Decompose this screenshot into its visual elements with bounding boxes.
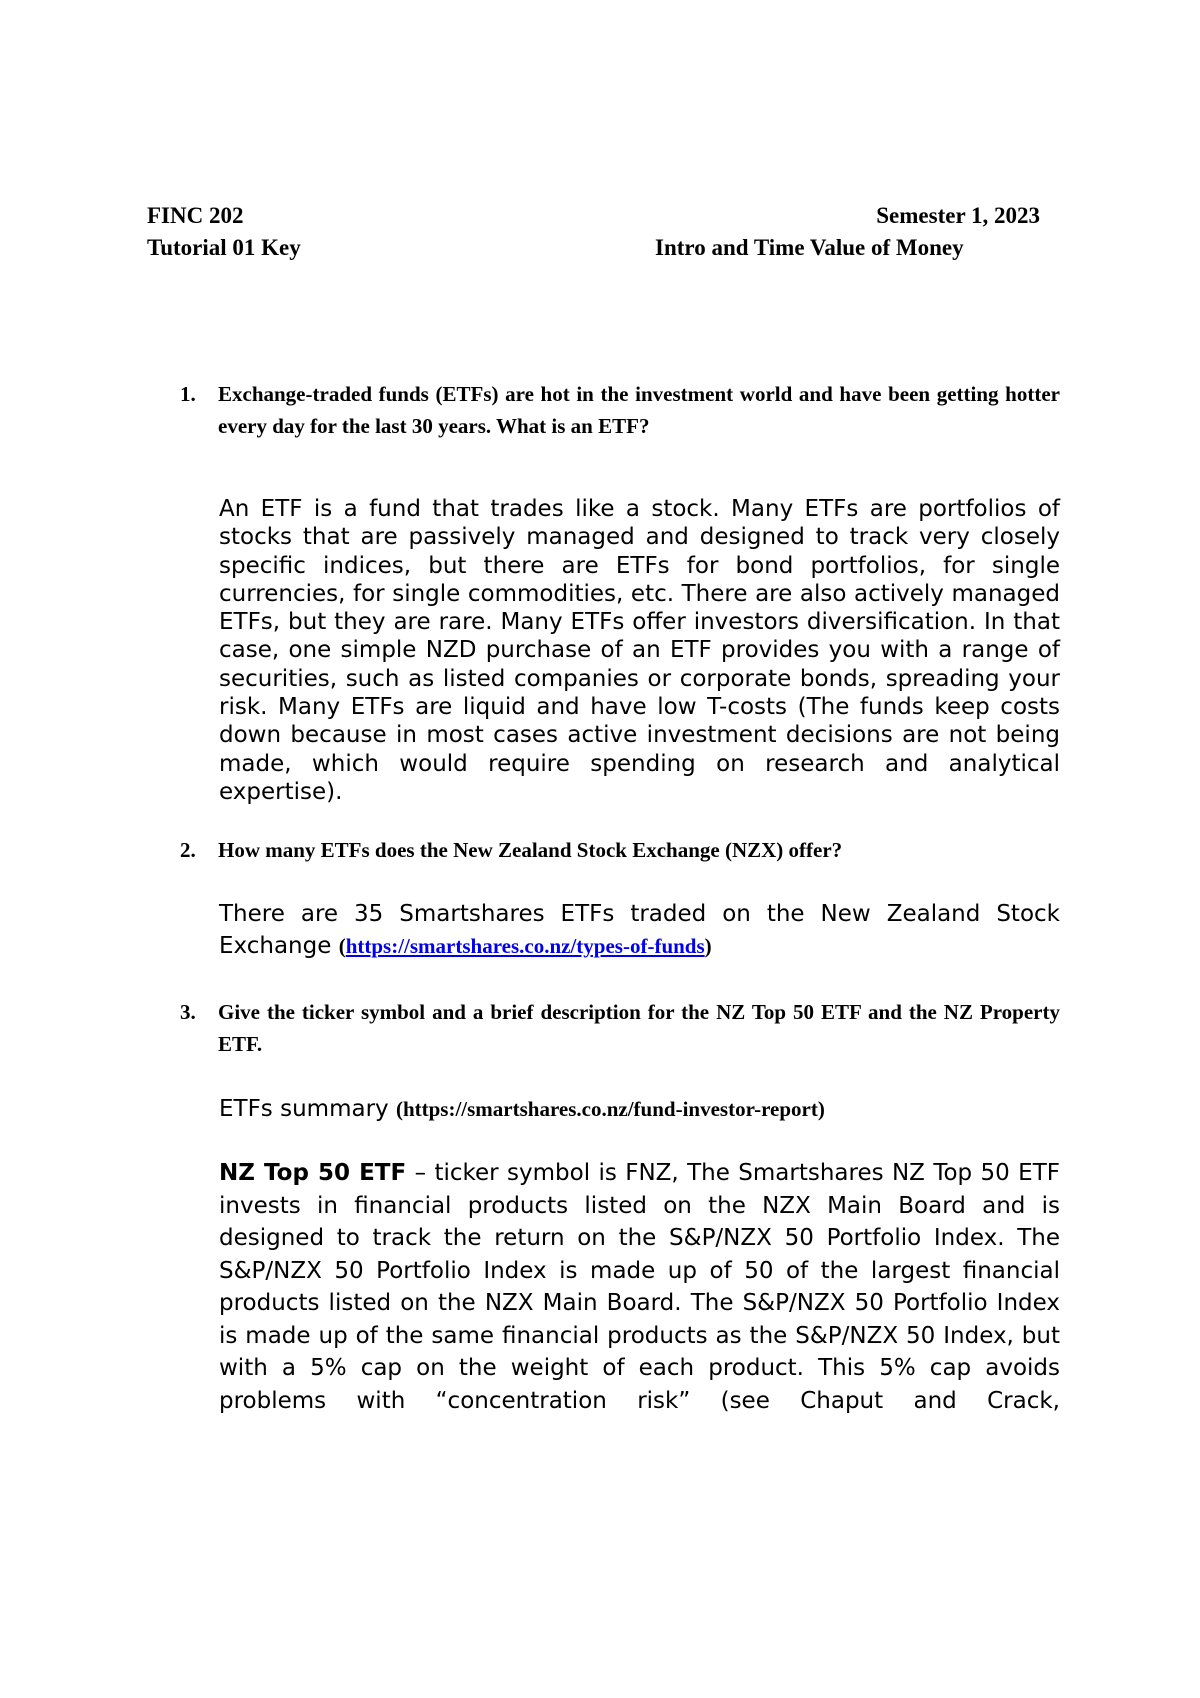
summary-label: ETFs summary xyxy=(219,1096,389,1122)
link-close-paren: ) xyxy=(704,934,712,958)
semester-label: Semester 1, 2023 xyxy=(876,203,1040,228)
answer-3 xyxy=(219,1157,1060,1417)
question-text: Give the ticker symbol and a brief description for the NZ Top 50 ETF and the NZ Property ETF. xyxy=(218,1000,1060,1056)
header-row-2 xyxy=(147,232,1040,264)
fund-name: NZ Top 50 ETF xyxy=(219,1160,407,1186)
topic-title: Intro and Time Value of Money xyxy=(655,235,964,260)
summary-url: (https://smartshares.co.nz/fund-investor-report) xyxy=(395,1097,825,1121)
answer-1: An ETF is a fund that trades like a stock. Many ETFs are portfolios of stocks that are passively managed and designed to track very closely specific indices, but there are ETFs for bond portfolios, for single currencies, for single commodities, etc. There are also actively managed ETFs, but they are rare. Many ETFs offer investors diversification. In that case, one simple NZD purchase of an ETF provides you with a range of securities, such as listed companies or corporate bonds, spreading your risk. Many ETFs are liquid and have low T-costs (The funds keep costs down because in most cases active investment decisions are not being made, which would require spending on research and analytical expertise). xyxy=(219,496,1060,805)
question-number: 1. xyxy=(180,382,196,406)
question-text: How many ETFs does the New Zealand Stock Exchange (NZX) offer? xyxy=(218,838,843,862)
question-number: 2. xyxy=(180,838,196,862)
question-number: 3. xyxy=(180,1000,196,1024)
course-code: FINC 202 xyxy=(147,203,244,228)
answer-2 xyxy=(219,898,1060,962)
answer-text: There are 35 Smartshares ETFs traded on the New Zealand Stock Exchange xyxy=(219,901,1060,959)
etfs-summary xyxy=(219,1093,1060,1125)
header-row-1 xyxy=(147,200,1040,232)
tutorial-title: Tutorial 01 Key xyxy=(147,235,301,260)
types-of-funds-link[interactable]: https://smartshares.co.nz/types-of-funds xyxy=(345,934,705,958)
link-open-paren: ( xyxy=(338,934,346,958)
question-text: Exchange-traded funds (ETFs) are hot in the investment world and have been getting hotter every day for the last 30 years. What is an ETF? xyxy=(218,382,1060,438)
fund-description: – ticker symbol is FNZ, The Smartshares NZ Top 50 ETF invests in financial products listed on the NZX Main Board and is designed to track the return on the S&P/NZX 50 Portfolio Index. The S&P/NZX 50 Portfolio Index is made up of 50 of the largest financial products listed on the NZX Main Board. The S&P/NZX 50 Portfolio Index is made up of the same financial products as the S&P/NZX 50 Index, but with a 5% cap on the weight of each product. This 5% cap avoids problems with “concentration risk” (see Chaput and Crack, xyxy=(219,1160,1060,1414)
